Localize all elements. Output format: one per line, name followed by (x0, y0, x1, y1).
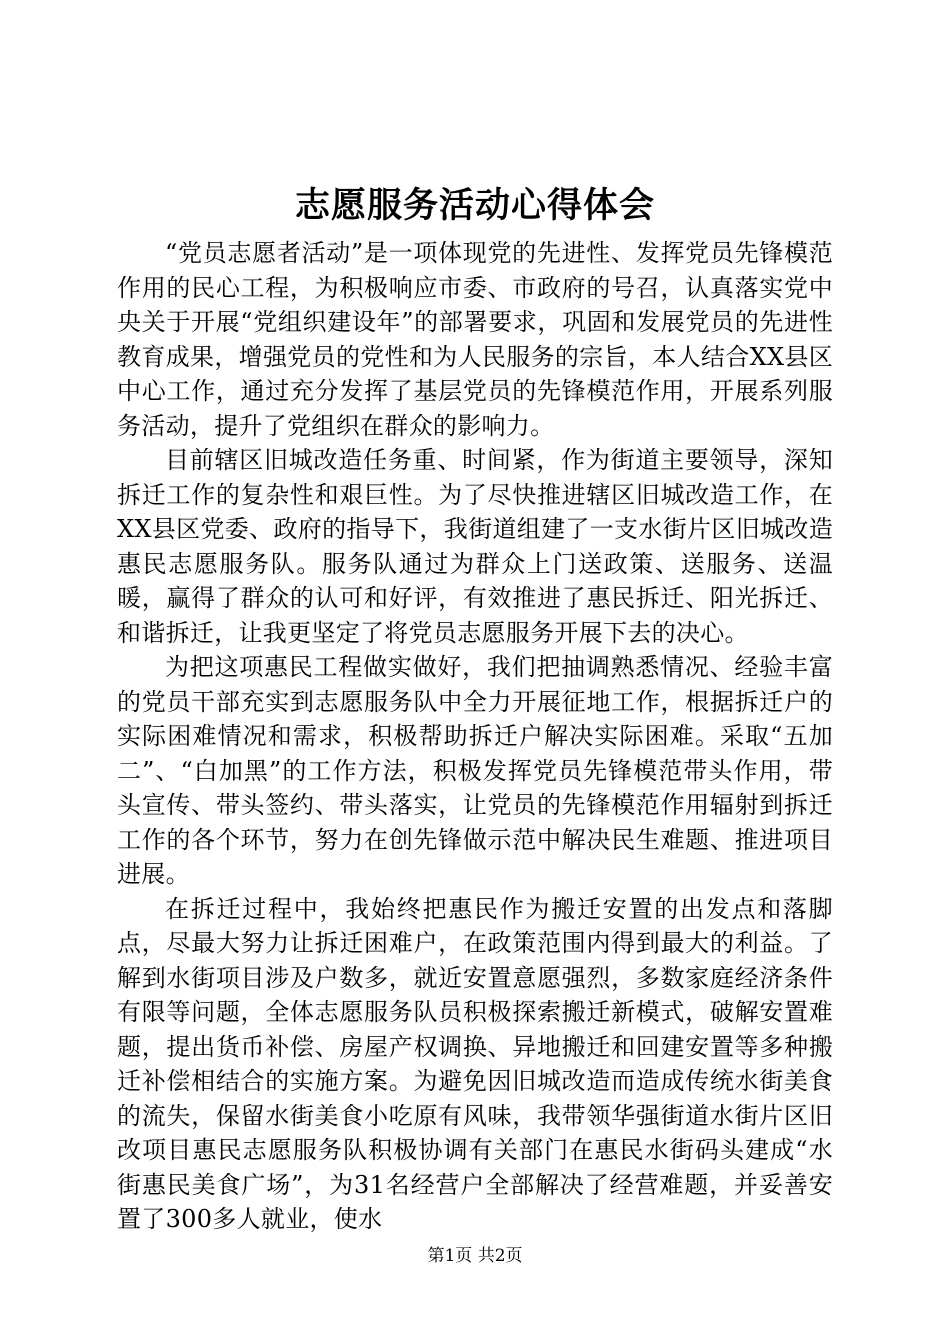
page-footer: 第1页 共2页 (427, 1246, 523, 1266)
document-title: 志愿服务活动心得体会 (294, 186, 655, 226)
paragraph-4: 在拆迁过程中，我始终把惠民作为搬迁安置的出发点和落脚点，尽最大努力让拆迁困难户，在政策范围内得到最大的利益。了解到水街项目涉及户数多，就近安置意愿强烈，多数家庭经济条件有限等问题，全体志愿服务队员积极探索搬迁新模式，破解安置难题，提出货币补偿、房屋产权调换、异地搬迁和回建安置等多种搬迁补偿相结合的实施方案。为避免因旧城改造而造成传统水街美食的流失，保留水街美食小吃原有风味，我带领华强街道水街片区旧改项目惠民志愿服务队积极协调有关部门在惠民水街码头建成“水街惠民美食广场”，为31名经营户全部解决了经营难题，并妥善安置了300多人就业，使水 (117, 894, 833, 1233)
document-body (117, 236, 833, 1237)
paragraph-3: 为把这项惠民工程做实做好，我们把抽调熟悉情况、经验丰富的党员干部充实到志愿服务队中全力开展征地工作，根据拆迁户的实际困难情况和需求，积极帮助拆迁户解决实际困难。采取“五加二”、“白加黑”的工作方法，积极发挥党员先锋模范带头作用，带头宣传、带头签约、带头落实，让党员的先锋模范作用辐射到拆迁工作的各个环节，努力在创先锋做示范中解决民生难题、推进项目进展。 (117, 653, 833, 888)
paragraph-2: 目前辖区旧城改造任务重、时间紧，作为街道主要领导，深知拆迁工作的复杂性和艰巨性。为了尽快推进辖区旧城改造工作，在XX县区党委、政府的指导下，我街道组建了一支水街片区旧城改造惠民志愿服务队。服务队通过为群众上门送政策、送服务、送温暖，赢得了群众的认可和好评，有效推进了惠民拆迁、阳光拆迁、和谐拆迁，让我更坚定了将党员志愿服务开展下去的决心。 (117, 446, 833, 647)
paragraph-1: “党员志愿者活动”是一项体现党的先进性、发挥党员先锋模范作用的民心工程，为积极响应市委、市政府的号召，认真落实党中央关于开展“党组织建设年”的部署要求，巩固和发展党员的先进性教育成果，增强党员的党性和为人民服务的宗旨，本人结合XX县区中心工作，通过充分发挥了基层党员的先锋模范作用，开展系列服务活动，提升了党组织在群众的影响力。 (117, 239, 833, 440)
